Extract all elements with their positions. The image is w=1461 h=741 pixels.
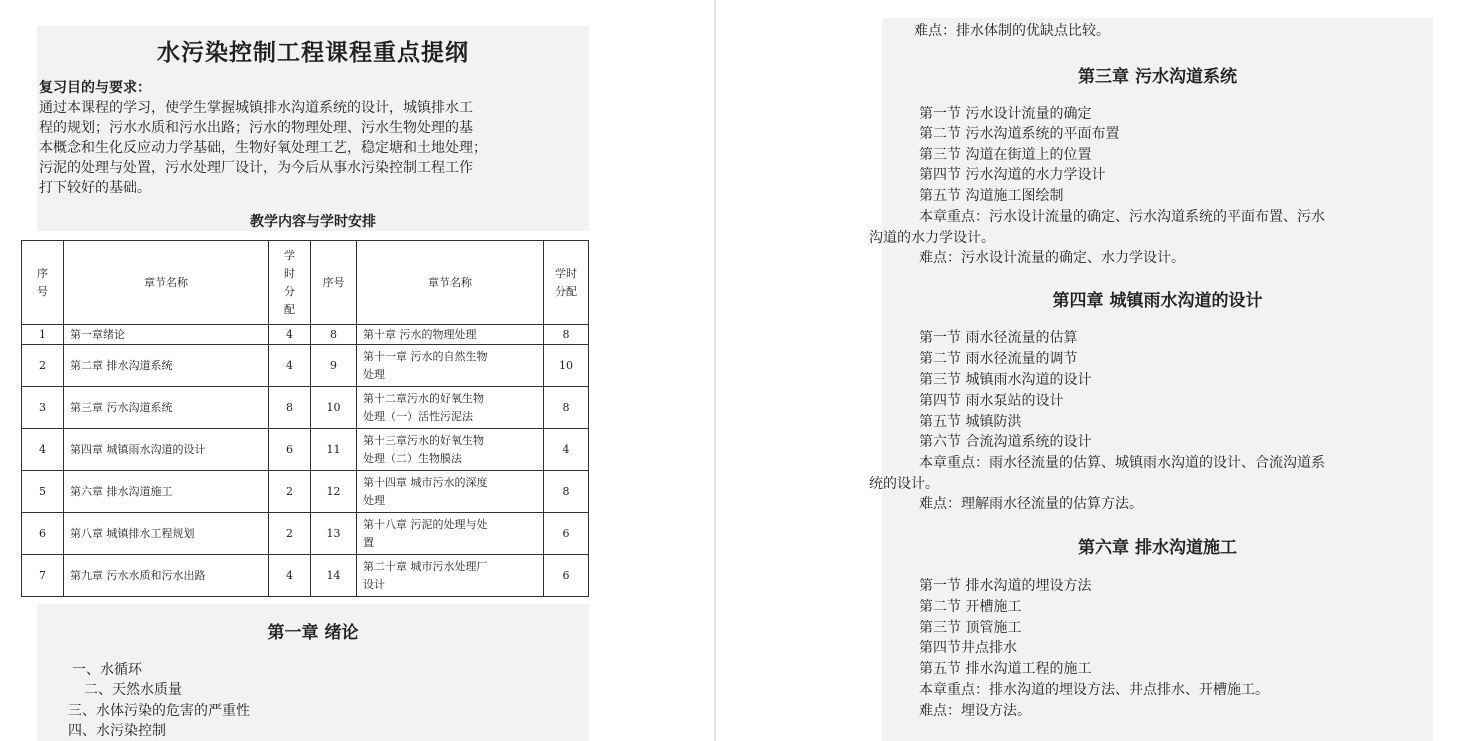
page-divider xyxy=(714,0,716,741)
cell-chapter: 第八章 城镇排水工程规划 xyxy=(64,513,269,555)
document-title: 水污染控制工程课程重点提纲 xyxy=(157,40,469,66)
cell-chapter-2: 第十二章污水的好氧生物 处理（一）活性污泥法 xyxy=(357,387,544,429)
cell-hours: 2 xyxy=(269,471,311,513)
review-line: 污泥的处理与处置，污水处理厂设计，为今后从事水污染控制工程工作 xyxy=(39,160,473,176)
chapter4-section: 第四节 雨水泵站的设计 xyxy=(919,393,1064,409)
review-line: 本概念和生化反应动力学基础，生物好氧处理工艺，稳定塘和土地处理； xyxy=(39,140,487,156)
chapter3-title: 第三章 污水沟道系统 xyxy=(1078,67,1237,87)
cell-hours-2: 4 xyxy=(544,429,589,471)
difficulty-line: 难点：排水体制的优缺点比较。 xyxy=(914,23,1110,39)
cell-chapter-2: 第二十章 城市污水处理厂 设计 xyxy=(357,555,544,597)
chapter1-item: 三、水体污染的危害的严重性 xyxy=(68,703,250,719)
chapter3-section: 第一节 污水设计流量的确定 xyxy=(919,106,1092,122)
header-chapter-name-2: 章节名称 xyxy=(357,241,544,325)
chapter3-key-points: 本章重点：污水设计流量的确定、污水沟道系统的平面布置、污水 xyxy=(919,209,1325,225)
cell-chapter: 第一章绪论 xyxy=(64,325,269,345)
chapter6-section: 第三节 顶管施工 xyxy=(919,620,1022,636)
cell-seq: 5 xyxy=(22,471,64,513)
header-hours-2: 学时 分配 xyxy=(544,241,589,325)
schedule-table xyxy=(21,240,589,597)
header-seq: 序 号 xyxy=(22,241,64,325)
chapter4-section: 第二节 雨水径流量的调节 xyxy=(919,351,1078,367)
chapter4-section: 第一节 雨水径流量的估算 xyxy=(919,330,1078,346)
cell-chapter: 第四章 城镇雨水沟道的设计 xyxy=(64,429,269,471)
review-line: 通过本课程的学习，使学生掌握城镇排水沟道系统的设计，城镇排水工 xyxy=(39,100,473,116)
chapter4-section: 第六节 合流沟道系统的设计 xyxy=(919,434,1092,450)
cell-hours-2: 6 xyxy=(544,513,589,555)
chapter1-item: 二、天然水质量 xyxy=(84,682,182,698)
chapter4-key-points-cont: 统的设计。 xyxy=(869,476,939,492)
chapter3-section: 第三节 沟道在街道上的位置 xyxy=(919,147,1092,163)
cell-seq-2: 9 xyxy=(311,345,357,387)
chapter4-title: 第四章 城镇雨水沟道的设计 xyxy=(1052,291,1263,311)
chapter6-title: 第六章 排水沟道施工 xyxy=(1078,538,1237,558)
cell-chapter: 第九章 污水水质和污水出路 xyxy=(64,555,269,597)
cell-seq-2: 12 xyxy=(311,471,357,513)
chapter6-section: 第二节 开槽施工 xyxy=(919,599,1022,615)
header-seq-2: 序号 xyxy=(311,241,357,325)
table-row xyxy=(22,345,589,387)
cell-chapter-2: 第十三章污水的好氧生物 处理（二）生物膜法 xyxy=(357,429,544,471)
review-heading: 复习目的与要求： xyxy=(39,80,151,96)
cell-seq: 6 xyxy=(22,513,64,555)
cell-hours-2: 10 xyxy=(544,345,589,387)
table-row xyxy=(22,325,589,345)
cell-hours-2: 6 xyxy=(544,555,589,597)
cell-chapter-2: 第十章 污水的物理处理 xyxy=(357,325,544,345)
table-row xyxy=(22,513,589,555)
cell-hours-2: 8 xyxy=(544,387,589,429)
cell-seq: 2 xyxy=(22,345,64,387)
cell-hours-2: 8 xyxy=(544,471,589,513)
chapter3-difficulty: 难点：污水设计流量的确定、水力学设计。 xyxy=(919,250,1185,266)
cell-hours: 6 xyxy=(269,429,311,471)
cell-hours: 4 xyxy=(269,345,311,387)
chapter6-difficulty: 难点：埋设方法。 xyxy=(919,703,1031,719)
chapter6-section: 第一节 排水沟道的埋设方法 xyxy=(919,578,1092,594)
chapter3-section: 第五节 沟道施工图绘制 xyxy=(919,188,1064,204)
cell-seq: 7 xyxy=(22,555,64,597)
cell-seq: 1 xyxy=(22,325,64,345)
cell-chapter: 第六章 排水沟道施工 xyxy=(64,471,269,513)
table-row xyxy=(22,471,589,513)
cell-seq-2: 14 xyxy=(311,555,357,597)
chapter1-item: 一、水循环 xyxy=(72,662,142,678)
header-hours: 学 时 分 配 xyxy=(269,241,311,325)
cell-chapter-2: 第十一章 污水的自然生物 处理 xyxy=(357,345,544,387)
cell-hours: 4 xyxy=(269,325,311,345)
table-row xyxy=(22,429,589,471)
chapter3-section: 第四节 污水沟道的水力学设计 xyxy=(919,167,1106,183)
review-line: 程的规划；污水水质和污水出路；污水的物理处理、污水生物处理的基 xyxy=(39,120,473,136)
cell-seq: 4 xyxy=(22,429,64,471)
cell-chapter-2: 第十四章 城市污水的深度 处理 xyxy=(357,471,544,513)
chapter4-key-points: 本章重点：雨水径流量的估算、城镇雨水沟道的设计、合流沟道系 xyxy=(919,455,1325,471)
cell-seq-2: 10 xyxy=(311,387,357,429)
chapter3-key-points-cont: 沟道的水力学设计。 xyxy=(869,230,995,246)
cell-hours: 8 xyxy=(269,387,311,429)
chapter4-difficulty: 难点：理解雨水径流量的估算方法。 xyxy=(919,496,1143,512)
cell-seq: 3 xyxy=(22,387,64,429)
table-row xyxy=(22,387,589,429)
cell-chapter: 第二章 排水沟道系统 xyxy=(64,345,269,387)
chapter1-item: 四、水污染控制 xyxy=(68,723,166,739)
cell-hours: 4 xyxy=(269,555,311,597)
cell-chapter-2: 第十八章 污泥的处理与处 置 xyxy=(357,513,544,555)
chapter6-key-points: 本章重点：排水沟道的埋设方法、井点排水、开槽施工。 xyxy=(919,682,1269,698)
chapter3-section: 第二节 污水沟道系统的平面布置 xyxy=(919,126,1120,142)
cell-seq-2: 13 xyxy=(311,513,357,555)
table-header-row xyxy=(22,241,589,325)
chapter6-section: 第四节井点排水 xyxy=(919,640,1017,656)
chapter1-title: 第一章 绪论 xyxy=(267,623,359,643)
chapter6-section: 第五节 排水沟道工程的施工 xyxy=(919,661,1092,677)
cell-hours-2: 8 xyxy=(544,325,589,345)
cell-hours: 2 xyxy=(269,513,311,555)
cell-chapter: 第三章 污水沟道系统 xyxy=(64,387,269,429)
header-chapter-name: 章节名称 xyxy=(64,241,269,325)
cell-seq-2: 11 xyxy=(311,429,357,471)
table-title: 教学内容与学时安排 xyxy=(250,214,376,230)
chapter4-section: 第三节 城镇雨水沟道的设计 xyxy=(919,372,1092,388)
chapter4-section: 第五节 城镇防洪 xyxy=(919,414,1022,430)
cell-seq-2: 8 xyxy=(311,325,357,345)
table-row xyxy=(22,555,589,597)
review-line: 打下较好的基础。 xyxy=(39,180,151,196)
